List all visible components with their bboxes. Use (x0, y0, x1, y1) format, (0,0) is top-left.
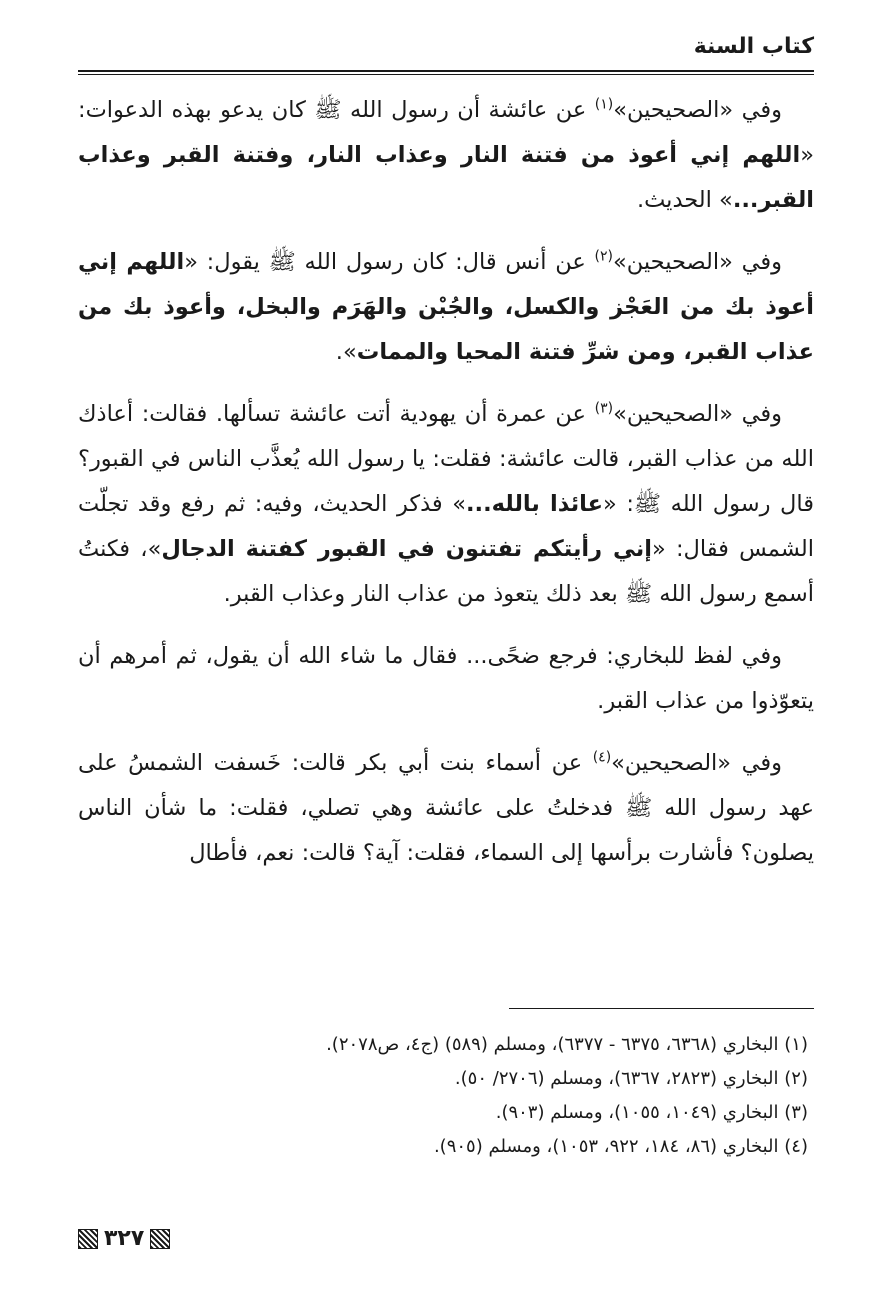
paragraph-text: عن عائشة أن رسول الله ﷺ كان يدعو بهذه الدعوات: « (78, 97, 814, 168)
paragraph-5 (78, 741, 814, 876)
paragraph-text: وفي لفظ للبخاري: فرجع ضحًى... فقال ما شاء الله أن يقول، ثم أمرهم أن يتعوّذوا من عذاب القبر. (78, 643, 814, 714)
ornament-square-icon (78, 1229, 98, 1249)
paragraph-text: وفي «الصحيحين» (613, 249, 783, 275)
header-rule-thin (78, 74, 814, 75)
hadith-quote: عائذا بالله... (465, 491, 604, 517)
paragraph-text: وفي «الصحيحين» (613, 97, 782, 123)
ornament-square-icon (150, 1229, 170, 1249)
header-rule-thick (78, 70, 814, 72)
footnotes (78, 1028, 814, 1164)
footnote-ref[interactable]: (٣) (594, 400, 614, 417)
footnote-3: (٣) البخاري (١٠٤٩، ١٠٥٥)، ومسلم (٩٠٣). (495, 1102, 808, 1123)
footnote-separator (509, 1008, 814, 1009)
page-number: ٣٢٧ (104, 1226, 145, 1251)
hadith-quote: اللهم إني أعوذ من فتنة النار وعذاب النار، وفتنة القبر وعذاب القبر... (78, 142, 814, 213)
paragraph-text: ». (335, 339, 357, 365)
paragraph-text: عن أنس قال: كان رسول الله ﷺ يقول: « (184, 249, 595, 275)
footnote-2: (٢) البخاري (٢٨٢٣، ٦٣٦٧)، ومسلم (٢٧٠٦/ ٥٠). (454, 1068, 808, 1089)
paragraph-text: وفي «الصحيحين» (611, 750, 782, 776)
paragraph-text: عن أسماء بنت أبي بكر قالت: خَسفت الشمسُ على عهد رسول الله ﷺ فدخلتُ على عائشة وهي تصلي، فقلت: ما شأن الناس يصلون؟ فأشارت برأسها إلى السماء، فقلت: آية؟ قالت: نعم، فأطال (78, 750, 814, 866)
page-number-block (78, 1226, 170, 1251)
paragraph-2 (78, 240, 814, 375)
paragraph-text: » الحديث. (636, 187, 733, 213)
footnote-ref[interactable]: (٢) (594, 248, 613, 265)
paragraph-4 (78, 634, 814, 724)
hadith-quote: إني رأيتكم تفتنون في القبور كفتنة الدجال (161, 536, 652, 562)
footnote-4: (٤) البخاري (٨٦، ١٨٤، ٩٢٢، ١٠٥٣)، ومسلم (٩٠٥). (433, 1136, 808, 1157)
paragraph-text: » فذكر الحديث، وفيه: ثم رفع وقد تجلّت الشمس فقال: « (78, 491, 814, 562)
running-head: كتاب السنة (693, 34, 814, 59)
paragraph-3 (78, 392, 814, 617)
paragraph-1 (78, 88, 814, 223)
hadith-quote: اللهم إني أعوذ بك من العَجْز والكسل، والجُبْن والهَرَم والبخل، وأعوذ بك من عذاب القبر، ومن شرِّ فتنة المحيا والممات (78, 249, 814, 365)
footnote-1: (١) البخاري (٦٣٦٨، ٦٣٧٥ - ٦٣٧٧)، ومسلم (٥٨٩) (ج٤، ص٢٠٧٨). (326, 1034, 808, 1055)
main-text (78, 88, 814, 893)
paragraph-text: »، فكنتُ أسمع رسول الله ﷺ بعد ذلك يتعوذ من عذاب النار وعذاب القبر. (78, 536, 814, 607)
paragraph-text: وفي «الصحيحين» (613, 401, 782, 427)
footnote-ref[interactable]: (١) (594, 96, 614, 113)
footnote-ref[interactable]: (٤) (592, 749, 612, 766)
paragraph-text: عن عمرة أن يهودية أتت عائشة تسألها. فقالت: أعاذك الله من عذاب القبر، قالت عائشة: فقلت: يا رسول الله يُعذَّب الناس في القبور؟ قال رسول الله ﷺ: « (78, 401, 814, 517)
